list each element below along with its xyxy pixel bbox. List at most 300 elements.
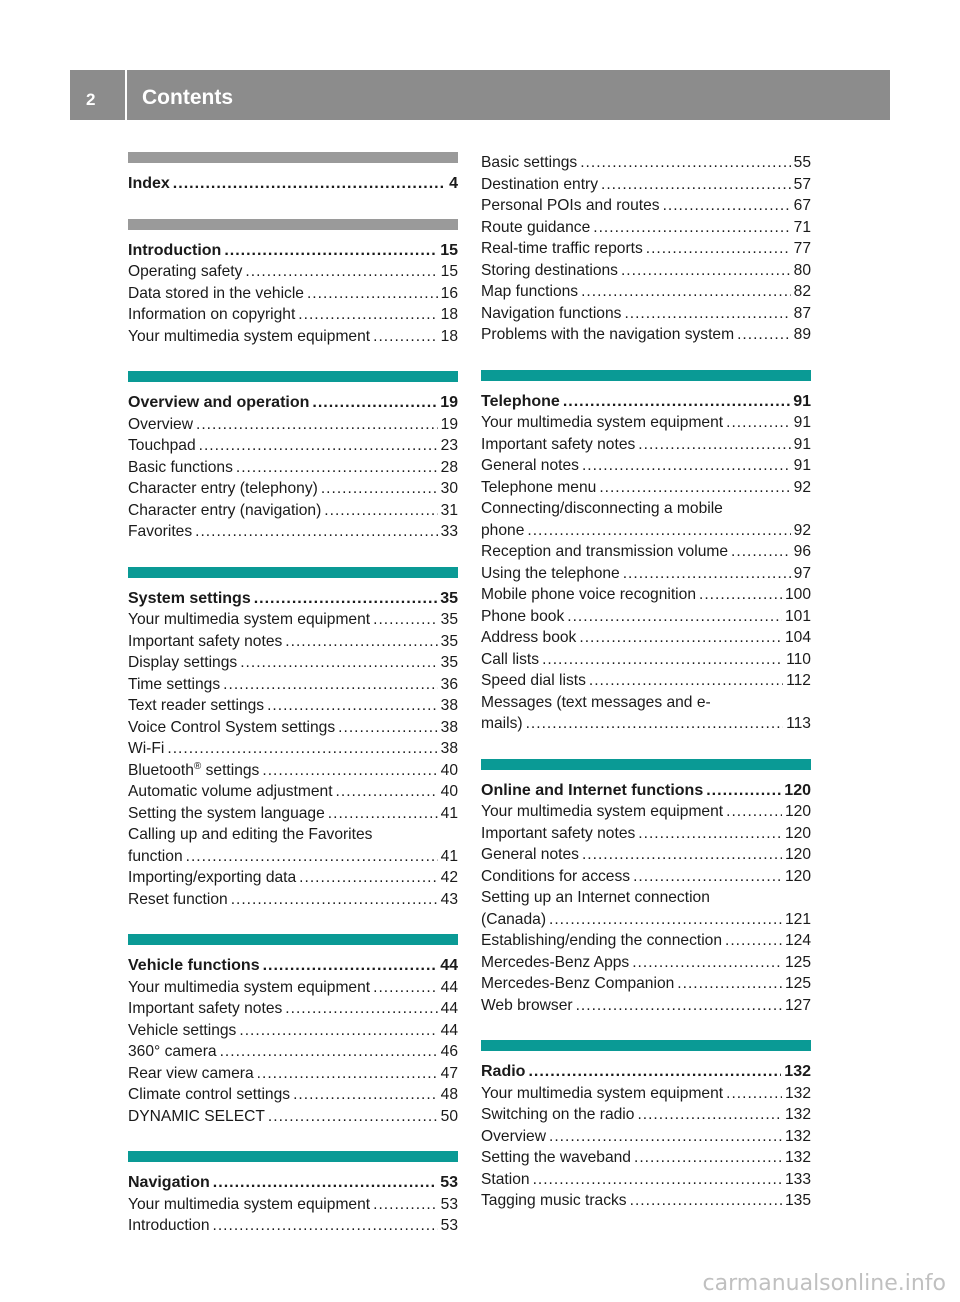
toc-entry[interactable]	[481, 238, 811, 260]
dot-leader	[563, 391, 790, 413]
toc-entry[interactable]	[481, 952, 811, 974]
dot-leader	[630, 1190, 782, 1212]
toc-entry[interactable]	[128, 867, 458, 889]
toc-entry-page: 44	[440, 1000, 458, 1017]
dot-leader	[186, 846, 438, 868]
toc-entry[interactable]	[481, 584, 811, 606]
toc-entry-page: 125	[784, 953, 811, 971]
dot-leader	[726, 412, 791, 434]
toc-entry[interactable]	[128, 977, 458, 999]
toc-entry-page: 19	[440, 415, 458, 433]
section-heading-text: Navigation	[128, 1174, 210, 1191]
toc-entry-text-wrap	[128, 998, 282, 1020]
toc-entry[interactable]	[128, 998, 458, 1020]
toc-entry[interactable]	[481, 260, 811, 282]
toc-entry[interactable]	[128, 326, 458, 348]
toc-entry-text-wrap	[481, 477, 596, 499]
toc-entry[interactable]	[481, 713, 811, 735]
toc-entry-text: Map functions	[481, 283, 579, 300]
toc-entry-text: Establishing/ending the connection	[481, 932, 723, 949]
toc-entry[interactable]	[128, 846, 458, 868]
toc-entry-text: Operating safety	[128, 263, 243, 280]
toc-entry[interactable]	[481, 1147, 811, 1169]
dot-leader	[567, 606, 782, 628]
toc-entry-page: 121	[784, 910, 811, 928]
toc-entry[interactable]	[481, 930, 811, 952]
toc-entry-text-wrap	[481, 1104, 634, 1126]
toc-entry-text: Mercedes-Benz Apps	[481, 953, 630, 971]
toc-entry-text-wrap	[481, 930, 722, 952]
dot-leader	[167, 738, 437, 760]
toc-entry-page: 15	[440, 263, 458, 280]
toc-entry[interactable]	[128, 478, 458, 500]
toc-entry-page: 38	[440, 697, 458, 714]
toc-entry[interactable]	[128, 631, 458, 653]
toc-entry-page: 23	[440, 437, 458, 454]
toc-entry-page: 18	[440, 306, 458, 323]
dot-leader	[579, 627, 782, 649]
toc-entry-text: Favorites	[128, 523, 193, 540]
dot-leader	[328, 803, 438, 825]
toc-entry-page: 132	[784, 1149, 811, 1166]
toc-entry[interactable]	[481, 823, 811, 845]
toc-entry-text: Important safety notes	[128, 1000, 283, 1017]
toc-entry-text: Rear view camera	[128, 1064, 254, 1082]
toc-entry[interactable]	[128, 435, 458, 457]
toc-entry[interactable]	[128, 717, 458, 739]
section-bar	[128, 567, 458, 578]
toc-entry-text-wrap	[481, 649, 539, 671]
section-heading[interactable]	[128, 955, 458, 977]
toc-entry-page: 92	[793, 478, 811, 496]
toc-entry[interactable]	[481, 563, 811, 585]
toc-entry-text: Climate control settings	[128, 1086, 291, 1103]
toc-entry-text: Data stored in the vehicle	[128, 284, 304, 302]
toc-entry[interactable]	[481, 670, 811, 692]
dot-leader	[173, 173, 446, 195]
toc-entry-text-wrap	[128, 674, 220, 696]
dot-leader	[646, 238, 791, 260]
toc-entry-text-wrap	[481, 1169, 530, 1191]
toc-entry[interactable]	[128, 889, 458, 911]
dot-leader	[307, 283, 438, 305]
toc-entry-text: General notes	[481, 846, 579, 863]
toc-entry-text: Character entry (telephony)	[128, 480, 318, 497]
dot-leader	[262, 760, 437, 782]
toc-entry-text-wrap	[481, 281, 578, 303]
dot-leader	[634, 1147, 782, 1169]
toc-entry-page: 87	[793, 304, 811, 322]
toc-entry-text-suffix: settings	[201, 761, 260, 779]
toc-entry-text: Web browser	[481, 996, 573, 1014]
toc-entry[interactable]	[128, 803, 458, 825]
toc-entry[interactable]	[481, 801, 811, 823]
toc-entry-page: 33	[440, 523, 458, 540]
toc-entry-page: 120	[784, 824, 811, 842]
toc-entry-text-wrap	[481, 520, 524, 542]
toc-entry[interactable]	[128, 609, 458, 631]
toc-entry-text: mails)	[481, 715, 523, 732]
dot-leader	[239, 1020, 437, 1042]
toc-entry[interactable]	[128, 457, 458, 479]
toc-entry-page: 127	[784, 996, 811, 1014]
toc-entry-text: Wi-Fi	[128, 740, 165, 757]
toc-entry-text: Introduction	[128, 1217, 210, 1234]
toc-entry-text-wrap	[481, 434, 635, 456]
toc-entry-text-wrap	[128, 435, 196, 457]
dot-leader	[699, 584, 782, 606]
dot-leader	[199, 435, 438, 457]
toc-entry-text-wrap	[128, 1215, 210, 1237]
dot-leader	[220, 1041, 438, 1063]
toc-entry-text-wrap	[481, 1083, 723, 1105]
section-heading[interactable]	[128, 173, 458, 195]
toc-entry[interactable]	[128, 1041, 458, 1063]
dot-leader	[196, 414, 438, 436]
toc-entry[interactable]	[481, 324, 811, 346]
toc-entry-text: Phone book	[481, 607, 565, 625]
dot-leader	[224, 240, 437, 262]
dot-leader	[576, 995, 782, 1017]
toc-entry-text: Your multimedia system equipment	[128, 327, 371, 345]
toc-entry-page: 91	[793, 414, 811, 431]
toc-entry-text: DYNAMIC SELECT	[128, 1107, 265, 1125]
toc-entry[interactable]	[128, 652, 458, 674]
toc-entry-text: Setting the system language	[128, 804, 325, 822]
dot-leader	[706, 780, 781, 802]
toc-entry[interactable]	[481, 195, 811, 217]
watermark: carmanualsonline.info	[702, 1271, 946, 1296]
toc-entry-page: 40	[440, 761, 458, 779]
toc-entry-page: 18	[440, 327, 458, 345]
toc-entry-text: Text reader settings	[128, 697, 265, 714]
section-heading[interactable]	[128, 240, 458, 262]
entry-first-line: Connecting/disconnecting a mobile	[481, 500, 723, 517]
toc-entry-page: 132	[784, 1084, 811, 1102]
toc-entry-text-wrap	[481, 627, 576, 649]
toc-entry[interactable]	[481, 281, 811, 303]
toc-entry[interactable]	[128, 1063, 458, 1085]
dot-leader	[245, 261, 437, 283]
section-bar	[128, 934, 458, 945]
toc-entry-text-wrap	[128, 478, 318, 500]
toc-entry-page: 50	[440, 1107, 458, 1125]
toc-entry-text-wrap	[481, 238, 643, 260]
toc-entry[interactable]	[481, 174, 811, 196]
toc-entry[interactable]	[128, 695, 458, 717]
dot-leader	[263, 955, 438, 977]
toc-entry-page: 125	[784, 975, 811, 992]
dot-leader	[542, 649, 783, 671]
toc-entry[interactable]	[128, 1020, 458, 1042]
toc-entry[interactable]	[481, 477, 811, 499]
toc-entry-text-wrap	[128, 977, 370, 999]
toc-entry[interactable]	[128, 414, 458, 436]
toc-entry-text-wrap	[128, 414, 193, 436]
section-bar	[481, 370, 811, 381]
dot-leader	[213, 1215, 438, 1237]
dot-leader	[336, 781, 438, 803]
toc-entry-text: Route guidance	[481, 218, 591, 236]
dot-leader	[338, 717, 437, 739]
dot-leader	[533, 1169, 782, 1191]
toc-entry[interactable]	[128, 1106, 458, 1128]
contents-section	[128, 371, 458, 543]
contents-section	[128, 219, 458, 348]
dot-leader	[677, 973, 782, 995]
toc-entry-page: 31	[440, 501, 458, 519]
toc-entry-text: Your multimedia system equipment	[128, 611, 371, 628]
dot-leader	[580, 152, 790, 174]
toc-entry-text: Important safety notes	[481, 435, 636, 453]
contents-section	[128, 567, 458, 911]
toc-entry-page: 100	[784, 586, 811, 603]
toc-entry[interactable]	[481, 1083, 811, 1105]
toc-entry-text: 360° camera	[128, 1043, 217, 1060]
toc-entry-text: Destination entry	[481, 175, 599, 193]
toc-entry-text-wrap	[481, 563, 620, 585]
toc-entry-page: 47	[440, 1064, 458, 1082]
toc-entry[interactable]	[481, 973, 811, 995]
toc-entry-text-wrap	[128, 889, 228, 911]
toc-entry[interactable]	[481, 1104, 811, 1126]
toc-entry-text-wrap	[481, 1126, 546, 1148]
dot-leader	[623, 563, 791, 585]
toc-entry[interactable]	[481, 217, 811, 239]
toc-entry-page: 28	[440, 458, 458, 476]
toc-entry[interactable]	[481, 1190, 811, 1212]
contents-column-left	[128, 152, 458, 1261]
section-heading-text: Online and Internet functions	[481, 781, 704, 799]
toc-entry-text: Mercedes-Benz Companion	[481, 975, 675, 992]
dot-leader	[601, 174, 791, 196]
toc-entry[interactable]	[128, 1084, 458, 1106]
dot-leader	[223, 674, 437, 696]
toc-entry-text: phone	[481, 521, 525, 539]
toc-entry[interactable]	[481, 627, 811, 649]
section-heading-page: 4	[449, 175, 458, 192]
section-heading-text: System settings	[128, 589, 251, 607]
dot-leader	[528, 1061, 781, 1083]
toc-entry-page: 35	[440, 654, 458, 671]
dot-leader	[725, 930, 782, 952]
toc-entry-text: Vehicle settings	[128, 1021, 237, 1039]
dot-leader	[526, 713, 784, 735]
toc-entry-page: 96	[793, 543, 811, 560]
registered-mark: ®	[193, 760, 202, 772]
toc-entry-page: 132	[784, 1127, 811, 1145]
dot-leader	[240, 652, 437, 674]
toc-entry[interactable]	[481, 434, 811, 456]
dot-leader	[726, 1083, 782, 1105]
section-bar	[128, 1151, 458, 1162]
toc-entry[interactable]	[128, 781, 458, 803]
toc-entry-text-wrap	[128, 326, 370, 348]
dot-leader	[268, 1106, 438, 1128]
section-heading[interactable]	[128, 392, 458, 414]
toc-entry[interactable]	[128, 1215, 458, 1237]
toc-entry-text-wrap	[128, 1063, 254, 1085]
toc-entry-page: 44	[440, 1021, 458, 1039]
toc-entry[interactable]	[481, 303, 811, 325]
section-heading-text: Introduction	[128, 241, 222, 259]
toc-entry[interactable]	[128, 738, 458, 760]
section-heading[interactable]	[481, 1061, 811, 1083]
toc-entry-page: 71	[793, 218, 811, 236]
toc-entry-text-wrap	[128, 283, 304, 305]
toc-entry[interactable]	[481, 455, 811, 477]
toc-entry[interactable]	[481, 649, 811, 671]
toc-entry-text-wrap	[128, 781, 333, 803]
dot-leader	[298, 304, 437, 326]
section-heading[interactable]	[128, 1172, 458, 1194]
page-header	[70, 70, 890, 120]
toc-entry-page: 124	[784, 932, 811, 949]
contents-section	[481, 1040, 811, 1212]
toc-entry-text: Bluetooth	[128, 761, 194, 779]
toc-entry-text-wrap	[481, 844, 579, 866]
toc-entry-text-wrap	[481, 584, 696, 606]
toc-entry-text: Information on copyright	[128, 306, 296, 323]
toc-entry-text: Reception and transmission volume	[481, 543, 729, 560]
toc-entry-text: Personal POIs and routes	[481, 197, 660, 214]
dot-leader	[737, 324, 791, 346]
toc-entry-text-wrap	[128, 261, 242, 283]
toc-entry-text-wrap	[481, 713, 523, 735]
toc-entry-page: 43	[440, 890, 458, 908]
dot-leader	[549, 909, 782, 931]
dot-leader	[637, 1104, 782, 1126]
section-heading-text: Telephone	[481, 392, 560, 410]
section-heading-text: Vehicle functions	[128, 957, 260, 974]
entry-first-line: Messages (text messages and e-	[481, 693, 711, 711]
toc-entry-page: 82	[793, 283, 811, 300]
dot-leader	[726, 801, 782, 823]
toc-entry[interactable]	[481, 1126, 811, 1148]
section-bar	[128, 152, 458, 163]
toc-entry-text-wrap	[481, 801, 723, 823]
section-heading-text: Overview and operation	[128, 394, 310, 411]
toc-entry[interactable]	[128, 500, 458, 522]
toc-entry-text: Telephone menu	[481, 478, 597, 496]
toc-entry[interactable]	[128, 521, 458, 543]
toc-entry[interactable]	[128, 283, 458, 305]
toc-entry-page: 41	[440, 804, 458, 822]
dot-leader	[236, 457, 438, 479]
dot-leader	[621, 260, 791, 282]
section-heading-page: 19	[440, 394, 458, 411]
dot-leader	[638, 434, 790, 456]
dot-leader	[267, 695, 438, 717]
toc-entry[interactable]	[128, 1194, 458, 1216]
toc-entry[interactable]	[481, 844, 811, 866]
toc-entry[interactable]	[481, 995, 811, 1017]
toc-entry-text: Problems with the navigation system	[481, 326, 735, 343]
toc-entry[interactable]	[481, 412, 811, 434]
dot-leader	[581, 281, 791, 303]
toc-entry-text: Display settings	[128, 654, 238, 671]
toc-entry-page: 48	[440, 1086, 458, 1103]
toc-entry-text-wrap	[128, 1041, 217, 1063]
dot-leader	[633, 866, 782, 888]
toc-entry-text-wrap	[481, 952, 629, 974]
dot-leader	[254, 588, 437, 610]
toc-entry-text-wrap	[481, 1190, 627, 1212]
toc-entry[interactable]	[128, 674, 458, 696]
toc-entry-text-wrap	[128, 760, 259, 782]
toc-entry[interactable]	[481, 909, 811, 931]
toc-entry[interactable]	[128, 261, 458, 283]
toc-entry[interactable]	[481, 1169, 811, 1191]
toc-entry-text-wrap	[128, 609, 370, 631]
toc-entry-page: 89	[793, 326, 811, 343]
toc-entry-text: Switching on the radio	[481, 1106, 635, 1123]
toc-entry-text: General notes	[481, 457, 579, 474]
dot-leader	[663, 195, 791, 217]
toc-entry[interactable]	[128, 304, 458, 326]
section-heading[interactable]	[481, 780, 811, 802]
dot-leader	[638, 823, 782, 845]
toc-entry-text-wrap	[481, 541, 728, 563]
toc-entry[interactable]	[481, 520, 811, 542]
toc-entry-page: 38	[440, 740, 458, 757]
toc-entry-page: 91	[793, 435, 811, 453]
dot-leader	[293, 1084, 438, 1106]
toc-entry-text: Reset function	[128, 890, 228, 908]
toc-entry-text-wrap	[481, 866, 630, 888]
toc-entry-page: 16	[440, 284, 458, 302]
section-heading-text: Index	[128, 175, 170, 192]
toc-entry-text: Important safety notes	[128, 632, 283, 650]
entry-first-line: Calling up and editing the Favorites	[128, 826, 373, 843]
toc-entry[interactable]	[481, 152, 811, 174]
toc-entry[interactable]	[128, 760, 458, 782]
toc-entry-text-wrap	[481, 174, 598, 196]
toc-entry-text: Call lists	[481, 650, 540, 668]
toc-entry[interactable]	[481, 866, 811, 888]
toc-entry-page: 92	[793, 521, 811, 539]
dot-leader	[373, 1194, 438, 1216]
toc-entry-text: Mobile phone voice recognition	[481, 586, 696, 603]
section-heading[interactable]	[128, 588, 458, 610]
dot-leader	[299, 867, 437, 889]
toc-entry-text-wrap	[481, 303, 621, 325]
toc-entry-text: Overview	[481, 1127, 546, 1145]
toc-entry-text: Touchpad	[128, 437, 196, 454]
toc-entry-text-wrap	[128, 867, 296, 889]
toc-entry-text: Important safety notes	[481, 824, 636, 842]
section-heading-page: 15	[440, 241, 458, 259]
toc-entry[interactable]	[481, 606, 811, 628]
toc-entry-text-wrap	[128, 304, 295, 326]
toc-entry[interactable]	[481, 541, 811, 563]
dot-leader	[589, 670, 783, 692]
toc-entry-text: Setting the waveband	[481, 1149, 631, 1166]
toc-entry-page: 41	[440, 847, 458, 865]
dot-leader	[213, 1172, 437, 1194]
toc-entry-text-wrap	[481, 995, 573, 1017]
toc-entry-page: 35	[440, 611, 458, 628]
toc-entry-text-wrap	[481, 1147, 631, 1169]
header-divider	[125, 70, 127, 120]
dot-leader	[373, 326, 438, 348]
contents-section	[128, 1151, 458, 1237]
toc-entry-text: Your multimedia system equipment	[481, 1084, 724, 1102]
section-bar	[481, 759, 811, 770]
toc-entry-text: Address book	[481, 629, 577, 646]
section-heading-page: 132	[784, 1063, 811, 1080]
section-heading[interactable]	[481, 391, 811, 413]
